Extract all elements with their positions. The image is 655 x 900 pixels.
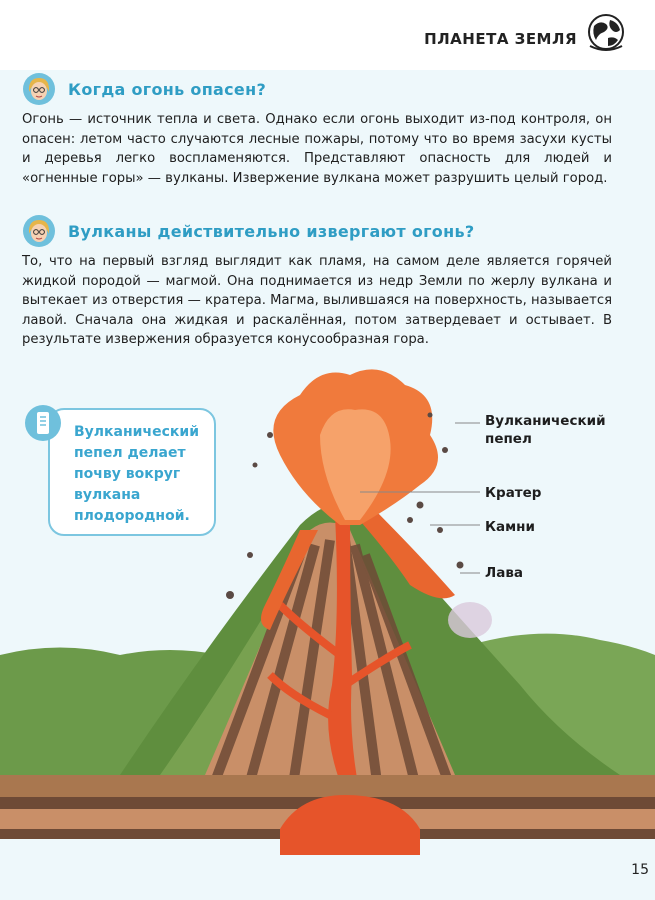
header bbox=[0, 0, 655, 70]
book-badge-icon bbox=[24, 404, 62, 442]
fact-box bbox=[48, 408, 216, 536]
paragraph-2 bbox=[22, 252, 612, 350]
question-title: Вулканы действительно извергают огонь? bbox=[68, 221, 475, 241]
label-ash: Вулканический пепел bbox=[485, 413, 606, 447]
label-lava: Лава bbox=[485, 565, 523, 581]
question-1 bbox=[22, 72, 266, 106]
girl-avatar-icon bbox=[22, 72, 56, 106]
paragraph-text: Огонь — источник тепла и света. Однако если огонь выходит из-под контроля, он опасен: летом часто случаются лесные пожары, потому что во время засухи кусты и деревья легко воспламеняются. Представляют опасность для людей и «огненные горы» — вулканы. Извержение вулкана может разрушить целый город. bbox=[22, 112, 612, 186]
label-crater: Кратер bbox=[485, 485, 542, 501]
paragraph-1 bbox=[22, 110, 612, 188]
question-2 bbox=[22, 214, 474, 248]
label-stones: Камни bbox=[485, 519, 535, 535]
paragraph-text: То, что на первый взгляд выглядит как пламя, на самом деле является горячей жидкой породой — магмой. Она поднимается из недр Земли по жерлу вулкана и вытекает из отверстия — кратера. Магма, вылившаяся на поверхность, называется лавой. Сначала она жидкая и раскалённая, потом затвердевает и остывает. В результате извержения образуется конусообразная гора. bbox=[22, 254, 612, 347]
fact-text: Вулканический пепел делает почву вокруг вулкана плодородной. bbox=[74, 424, 200, 524]
header-title: ПЛАНЕТА ЗЕМЛЯ bbox=[424, 30, 577, 48]
girl-avatar-icon bbox=[22, 214, 56, 248]
question-title: Когда огонь опасен? bbox=[68, 79, 267, 99]
globe-icon bbox=[586, 12, 626, 52]
page-number: 15 bbox=[631, 862, 649, 878]
